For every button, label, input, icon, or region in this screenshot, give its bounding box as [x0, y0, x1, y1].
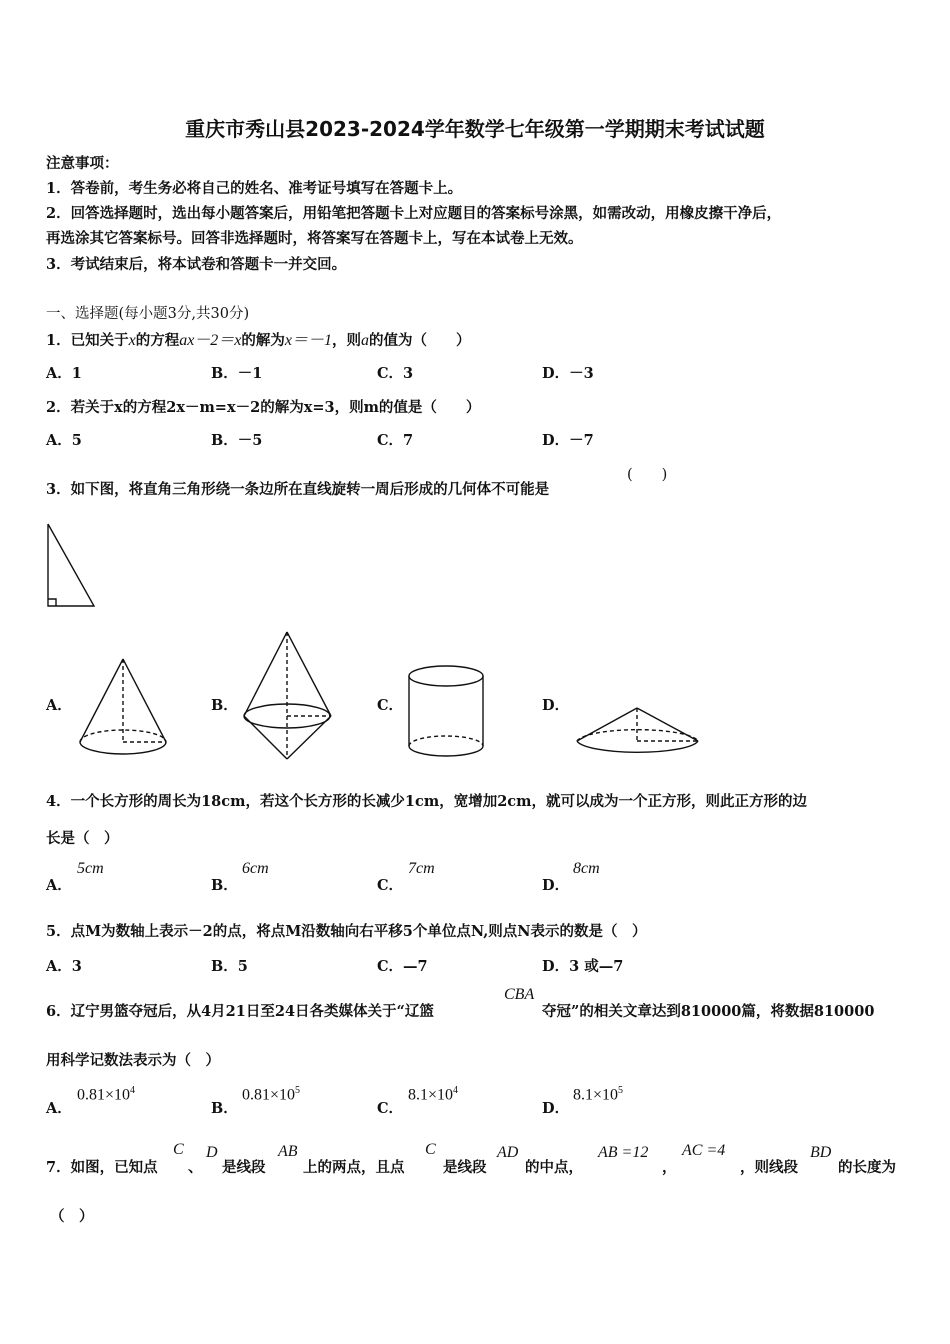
- q4-option-d-value: 8cm: [573, 860, 600, 877]
- notice-line-3: 再选涂其它答案标号。回答非选择题时，将答案写在答题卡上，写在本试卷上无效。: [46, 230, 583, 247]
- q7-segment-ad: AD: [497, 1144, 519, 1161]
- q4-option-a-label: A．: [46, 877, 72, 894]
- q1-option-c: C．3: [377, 365, 414, 382]
- section-heading: 一、选择题(每小题3分,共30分): [46, 306, 250, 322]
- cone-figure-a: [80, 659, 166, 754]
- q7-part-2: 是线段: [222, 1159, 266, 1176]
- q3-option-b: B．: [211, 697, 238, 714]
- q2-option-c: C．7: [377, 432, 414, 449]
- q4-option-d-label: D．: [542, 877, 570, 894]
- q7-point-c2: C: [425, 1141, 436, 1158]
- q7-part-5: 的中点，: [525, 1159, 583, 1176]
- q1-option-d: D．－3: [542, 365, 594, 382]
- page-title: 重庆市秀山县2023-2024学年数学七年级第一学期期末考试试题: [185, 117, 765, 141]
- q5-option-a: A．3: [46, 958, 82, 975]
- notice-line-1: 1．答卷前，考生务必将自己的姓名、准考证号填写在答题卡上。: [46, 180, 463, 197]
- q7-part-7: 的长度为: [838, 1159, 896, 1176]
- q3-option-d: D．: [542, 697, 570, 714]
- notice-line-4: 3．考试结束后，将本试卷和答题卡一并交回。: [46, 256, 347, 273]
- q5-stem: 5．点M为数轴上表示－2的点，将点M沿数轴向右平移5个单位点N,则点N表示的数是（ ）: [46, 923, 647, 940]
- q3-answer-paren: ( ): [627, 467, 668, 483]
- right-triangle-figure: [48, 524, 94, 606]
- flat-cone-figure-d: [577, 708, 698, 752]
- q7-part-6: ，则线段: [740, 1159, 798, 1176]
- q6-cba: CBA: [504, 986, 535, 1003]
- notice-line-2: 2．回答选择题时，选出每小题答案后，用铅笔把答题卡上对应题目的答案标号涂黑，如需改动，用橡皮擦干净后，: [46, 205, 782, 222]
- q6-stem-line-1b: 夺冠”的相关文章达到810000篇，将数据810000: [542, 1003, 875, 1020]
- q7-part-4: 是线段: [443, 1159, 487, 1176]
- q7-answer-paren: （ ）: [50, 1208, 94, 1225]
- q5-option-c: C．—7: [377, 958, 428, 975]
- cylinder-figure-c: [409, 666, 483, 756]
- q2-option-a: A．5: [46, 432, 82, 449]
- q7-eq-ac: AC =4: [682, 1142, 726, 1159]
- q6-option-c-value: $8.1\times 10^4$: [408, 1085, 459, 1104]
- q7-point-c: C: [173, 1141, 184, 1158]
- notice-heading: 注意事项：: [46, 155, 119, 172]
- q7-eq-ab: AB =12: [598, 1144, 649, 1161]
- q6-option-d-label: D．: [542, 1100, 570, 1117]
- q6-option-b-label: B．: [211, 1100, 238, 1117]
- q1-option-a: A．1: [46, 365, 82, 382]
- q6-option-a-label: A．: [46, 1100, 72, 1117]
- q4-option-b-value: 6cm: [242, 860, 269, 877]
- q7-part-3: 上的两点，且点: [303, 1159, 405, 1176]
- q7-part-1: 7．如图，已知点: [46, 1159, 158, 1176]
- q4-stem-line-1: 4．一个长方形的周长为18cm，若这个长方形的长减少1cm，宽增加2cm，就可以成为一个正方形，则此正方形的边: [46, 793, 807, 810]
- q4-option-b-label: B．: [211, 877, 238, 894]
- q7-comma: ，: [662, 1159, 677, 1176]
- q6-stem-line-1a: 6．辽宁男篮夺冠后，从4月21日至24日各类媒体关于“辽篮: [46, 1003, 434, 1020]
- q1-option-b: B．－1: [211, 365, 263, 382]
- q5-option-d: D．3 或—7: [542, 958, 624, 975]
- q6-option-c-label: C．: [377, 1100, 404, 1117]
- q4-stem-line-2: 长是（ ）: [46, 830, 119, 847]
- q6-option-a-value: $0.81\times 10^4$: [77, 1085, 136, 1104]
- q7-sep: 、: [188, 1159, 203, 1176]
- q6-option-d-value: $8.1\times 10^5$: [573, 1085, 624, 1104]
- q4-option-c-label: C．: [377, 877, 404, 894]
- q2-option-b: B．－5: [211, 432, 263, 449]
- q7-segment-bd: BD: [810, 1144, 832, 1161]
- q5-option-b: B．5: [211, 958, 248, 975]
- q3-option-c: C．: [377, 697, 404, 714]
- q7-point-d: D: [206, 1144, 218, 1161]
- q2-option-d: D．－7: [542, 432, 594, 449]
- q7-segment-ab: AB: [278, 1143, 298, 1160]
- q3-option-a: A．: [46, 697, 72, 714]
- q1-stem: 1．已知关于x的方程ax－2＝x的解为x＝－1，则a的值为（ ）: [46, 332, 471, 349]
- q4-option-a-value: 5cm: [77, 860, 104, 877]
- q6-option-b-value: $0.81\times 10^5$: [242, 1085, 301, 1104]
- q4-option-c-value: 7cm: [408, 860, 435, 877]
- q6-stem-line-2: 用科学记数法表示为（ ）: [46, 1052, 220, 1069]
- q2-stem: 2．若关于x的方程2x－m=x－2的解为x=3，则m的值是（ ）: [46, 399, 481, 416]
- q3-stem: 3．如下图，将直角三角形绕一条边所在直线旋转一周后形成的几何体不可能是: [46, 481, 550, 498]
- double-cone-figure-b: [244, 632, 331, 759]
